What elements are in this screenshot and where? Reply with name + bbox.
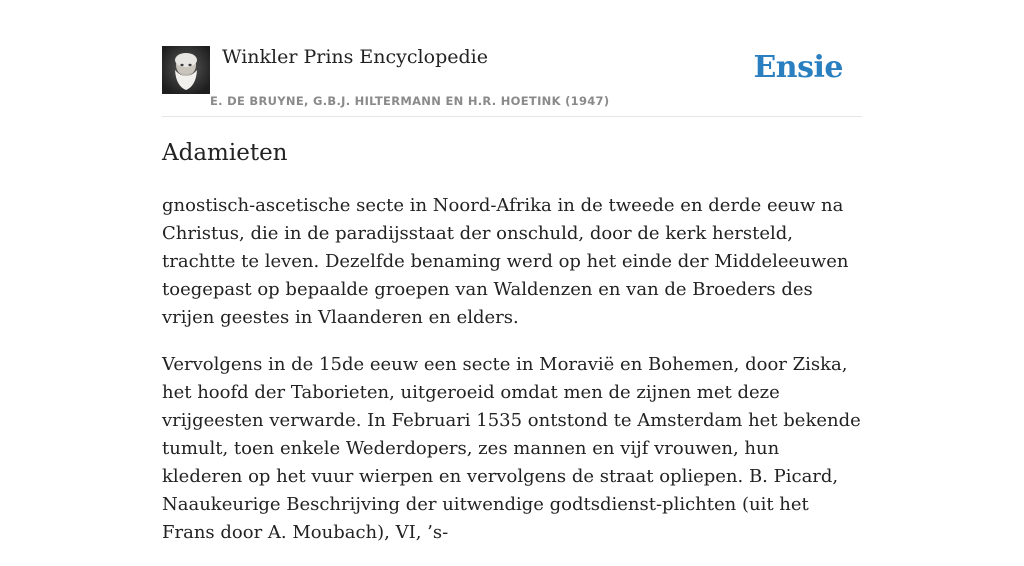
entry-body [162, 192, 862, 566]
ensie-logo-link[interactable]: Ensie [753, 50, 843, 85]
entry-paragraph: gnostisch-ascetische secte in Noord-Afrika in de tweede en derde eeuw na Christus, die in de paradijsstaat der onschuld, door de kerk hersteld, trachtte te leven. Dezelfde benaming werd op het einde der Middeleeuwen toegepast op bepaalde groepen van Waldenzen en van de Broeders des vrijen geestes in Vlaanderen en elders. [162, 195, 849, 328]
source-authors: E. DE BRUYNE, G.B.J. HILTERMANN EN H.R. HOETINK (1947) [210, 94, 610, 108]
source-title: Winkler Prins Encyclopedie [222, 46, 488, 68]
entry-title: Adamieten [162, 140, 288, 166]
entry-paragraph: Vervolgens in de 15de eeuw een secte in Moravië en Bohemen, door Ziska, het hoofd der Taborieten, uitgeroeid omdat men de zijnen met deze vrijgeesten verwarde. In Februari 1535 ontstond te Amsterdam het bekende tumult, toen enkele Wederdopers, zes mannen en vijf vrouwen, hun klederen op het vuur wierpen en vervolgens de straat opliepen. B. Picard, Naaukeurige Beschrijving der uitwendige godtsdienst-plichten (uit het Frans door A. Moubach), VI, ’s- [162, 354, 861, 543]
bearded-man-portrait-icon [162, 46, 210, 94]
author-avatar [162, 46, 210, 94]
source-header [162, 44, 862, 117]
